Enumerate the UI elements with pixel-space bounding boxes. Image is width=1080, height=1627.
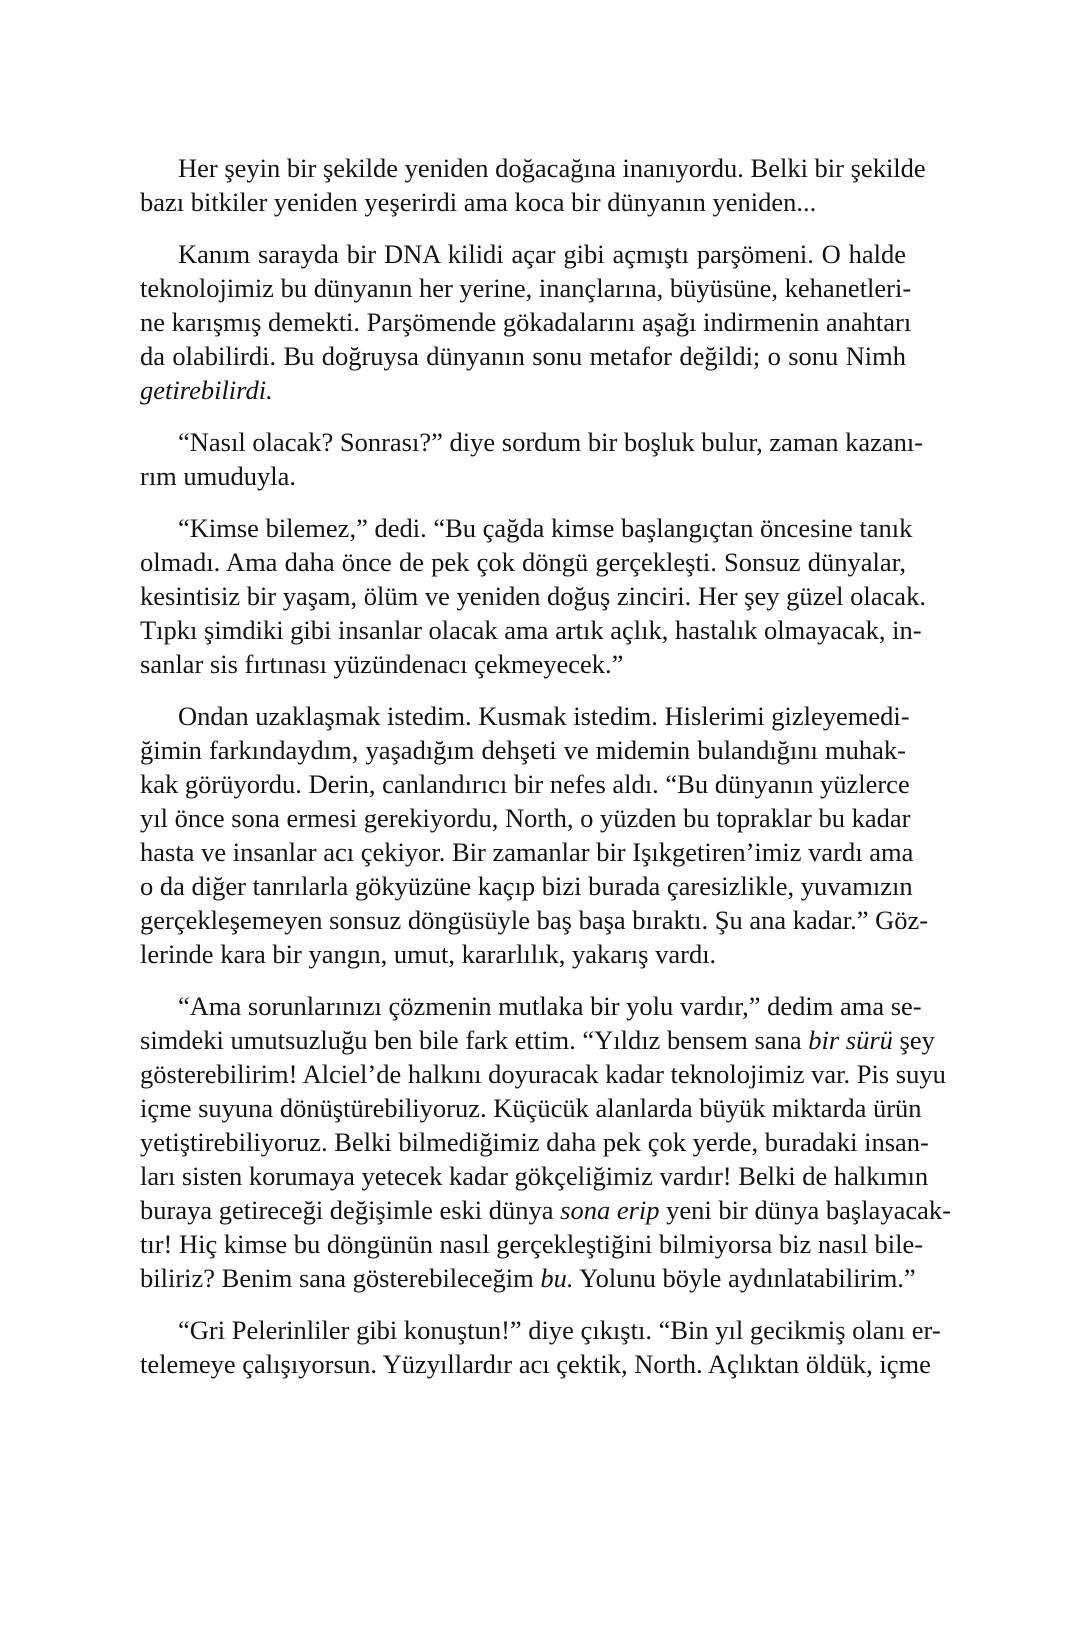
text-line [140, 305, 912, 339]
text-line [140, 545, 906, 579]
text-segment: rım umuduyla. [140, 461, 297, 491]
text-line [140, 835, 914, 869]
text-segment: ğimin farkındaydım, yaşadığım dehşeti ve midemin bulandığını muhak- [140, 735, 906, 765]
paragraph [140, 151, 926, 219]
text-segment: yıl önce sona ermesi gerekiyordu, North, o yüzden bu topraklar bu kadar [140, 803, 911, 833]
text-segment: gerçekleşemeyen sonsuz döngüsüyle baş başa bıraktı. Şu ana kadar.” Göz- [140, 905, 929, 935]
text-line [140, 579, 926, 613]
text-line [140, 699, 910, 733]
text-segment: şey [892, 1025, 935, 1055]
text-line [140, 1313, 941, 1347]
text-segment: da olabilirdi. Bu doğruysa dünyanın sonu metafor değildi; o sonu Nimh [140, 341, 906, 371]
paragraph [140, 699, 929, 971]
text-segment: Yolunu böyle aydınlatabilirim.” [573, 1263, 916, 1293]
text-line [140, 151, 926, 185]
text-segment: telemeye çalışıyorsun. Yüzyıllardır acı çektik, North. Açlıktan öldük, içme [140, 1349, 931, 1379]
text-line [140, 237, 906, 271]
italic-text: getirebilirdi. [140, 375, 273, 405]
paragraph [140, 989, 951, 1295]
text-line [140, 1347, 931, 1381]
text-segment: sanlar sis fırtınası yüzündenacı çekmeyecek.” [140, 649, 624, 679]
text-line [140, 1023, 935, 1057]
paragraph [140, 1313, 941, 1381]
text-segment: “Ama sorunlarınızı çözmenin mutlaka bir yolu vardır,” dedim ama se- [178, 991, 922, 1021]
text-segment: kak görüyordu. Derin, canlandırıcı bir nefes aldı. “Bu dünyanın yüzlerce [140, 769, 910, 799]
text-segment: “Nasıl olacak? Sonrası?” diye sordum bir boşluk bulur, zaman kazanı- [178, 427, 924, 457]
text-line [140, 1227, 924, 1261]
text-segment: yetiştirebiliyoruz. Belki bilmediğimiz daha pek çok yerde, buradaki insan- [140, 1127, 929, 1157]
text-line [140, 339, 906, 373]
text-line [140, 1159, 929, 1193]
text-segment: teknolojimiz bu dünyanın her yerine, inançlarına, büyüsüne, kehanetleri- [140, 273, 912, 303]
text-segment: Kanım sarayda bir DNA kilidi açar gibi açmıştı parşömeni. O halde [178, 239, 906, 269]
text-line [140, 185, 906, 219]
text-segment: ne karışmış demekti. Parşömende gökadalarını aşağı indirmenin anahtarı [140, 307, 912, 337]
text-line [140, 937, 906, 971]
text-segment: gösterebilirim! Alciel’de halkını doyuracak kadar teknolojimiz var. Pis suyu [140, 1059, 946, 1089]
text-line [140, 613, 922, 647]
text-segment: Tıpkı şimdiki gibi insanlar olacak ama artık açlık, hastalık olmayacak, in- [140, 615, 922, 645]
text-line [140, 373, 906, 407]
text-segment: yeni bir dünya başlayacak- [659, 1195, 951, 1225]
text-line [140, 989, 922, 1023]
text-line [140, 733, 906, 767]
text-line [140, 271, 912, 305]
text-line [140, 511, 913, 545]
book-page [140, 151, 951, 1399]
text-segment: Her şeyin bir şekilde yeniden doğacağına inanıyordu. Belki bir şekilde [178, 153, 926, 183]
text-line [140, 903, 929, 937]
text-line [140, 1057, 946, 1091]
text-line [140, 647, 906, 681]
paragraph [140, 511, 926, 681]
text-segment: lerinde kara bir yangın, umut, kararlılık, yakarış vardı. [140, 939, 717, 969]
text-segment: biliriz? Benim sana gösterebileceğim [140, 1263, 541, 1293]
text-segment: “Kimse bilemez,” dedi. “Bu çağda kimse başlangıçtan öncesine tanık [178, 513, 913, 543]
text-segment: ları sisten korumaya yetecek kadar gökçeliğimiz vardır! Belki de halkımın [140, 1161, 929, 1191]
italic-text: bir sürü [808, 1025, 893, 1055]
text-segment: “Gri Pelerinliler gibi konuştun!” diye çıkıştı. “Bin yıl gecikmiş olanı er- [178, 1315, 941, 1345]
text-segment: kesintisiz bir yaşam, ölüm ve yeniden doğuş zinciri. Her şey güzel olacak. [140, 581, 926, 611]
text-line [140, 767, 910, 801]
paragraph [140, 425, 924, 493]
text-segment: bazı bitkiler yeniden yeşerirdi ama koca bir dünyanın yeniden... [140, 187, 817, 217]
text-segment: tır! Hiç kimse bu döngünün nasıl gerçekleştiğini bilmiyorsa biz nasıl bile- [140, 1229, 924, 1259]
text-segment: hasta ve insanlar acı çekiyor. Bir zamanlar bir Işıkgetiren’imiz vardı ama [140, 837, 914, 867]
text-segment: olmadı. Ama daha önce de pek çok döngü gerçekleşti. Sonsuz dünyalar, [140, 547, 906, 577]
text-line [140, 801, 911, 835]
italic-text: bu. [540, 1263, 574, 1293]
text-line [140, 1125, 929, 1159]
paragraph [140, 237, 912, 407]
text-line [140, 1193, 951, 1227]
text-segment: buraya getireceği değişimle eski dünya [140, 1195, 561, 1225]
text-line [140, 459, 906, 493]
text-segment: o da diğer tanrılarla gökyüzüne kaçıp bizi burada çaresizlikle, yuvamızın [140, 871, 913, 901]
text-segment: içme suyuna dönüştürebiliyoruz. Küçücük alanlarda büyük miktarda ürün [140, 1093, 922, 1123]
text-segment: simdeki umutsuzluğu ben bile fark ettim. “Yıldız bensem sana [140, 1025, 809, 1055]
italic-text: sona erip [560, 1195, 660, 1225]
text-segment: Ondan uzaklaşmak istedim. Kusmak istedim. Hislerimi gizleyemedi- [178, 701, 910, 731]
text-line [140, 425, 924, 459]
text-line [140, 869, 913, 903]
text-line [140, 1091, 922, 1125]
text-line [140, 1261, 916, 1295]
